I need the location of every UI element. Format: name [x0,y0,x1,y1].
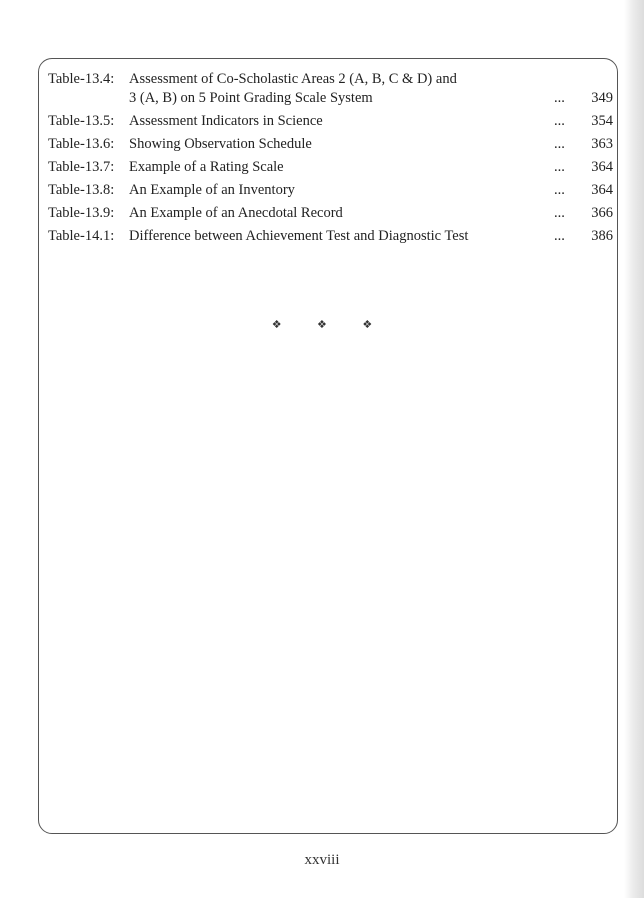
toc-entry[interactable] [48,112,613,131]
leader-dots: ... [554,159,565,175]
leader-dots: ... [554,136,565,152]
toc-entry[interactable] [48,158,613,177]
entry-title-line: An Example of an Inventory [129,182,295,198]
leader-dots: ... [554,228,565,244]
entry-title [129,135,554,154]
leader-dots: ... [554,182,565,198]
entry-title [129,227,554,246]
toc-entry[interactable] [48,135,613,154]
list-of-tables [48,70,613,250]
toc-entry[interactable] [48,204,613,223]
section-end-ornament: ❖ ❖ ❖ [271,318,389,331]
entry-title-line: Showing Observation Schedule [129,136,312,152]
page-edge-shadow [624,0,644,898]
entry-label: Table-13.8: [48,182,115,198]
entry-title [129,181,554,200]
page-number: 349 [591,90,613,106]
toc-entry[interactable] [48,70,613,108]
entry-label: Table-13.4: [48,71,115,87]
entry-title-line: Example of a Rating Scale [129,159,284,175]
entry-title-line: Assessment of Co-Scholastic Areas 2 (A, B, C & D) and [129,71,457,87]
entry-title [129,204,554,223]
page-number: 366 [591,205,613,221]
entry-label: Table-14.1: [48,228,115,244]
leader-dots: ... [554,205,565,221]
entry-title-line: 3 (A, B) on 5 Point Grading Scale System [129,90,373,106]
entry-label: Table-13.6: [48,136,115,152]
entry-title-line: Assessment Indicators in Science [129,113,323,129]
entry-title-line: An Example of an Anecdotal Record [129,205,343,221]
page-number: 354 [591,113,613,129]
entry-label: Table-13.5: [48,113,115,129]
entry-title [129,70,554,108]
entry-label: Table-13.9: [48,205,115,221]
page-number: 364 [591,182,613,198]
page-folio-number: xxviii [304,852,340,868]
toc-entry[interactable] [48,227,613,246]
entry-label: Table-13.7: [48,159,115,175]
leader-dots: ... [554,113,565,129]
page-number: 363 [591,136,613,152]
leader-dots: ... [554,90,565,106]
page-number: 386 [591,228,613,244]
entry-title [129,158,554,177]
entry-title [129,112,554,131]
entry-title-line: Difference between Achievement Test and Diagnostic Test [129,228,469,244]
toc-entry[interactable] [48,181,613,200]
page-number: 364 [591,159,613,175]
